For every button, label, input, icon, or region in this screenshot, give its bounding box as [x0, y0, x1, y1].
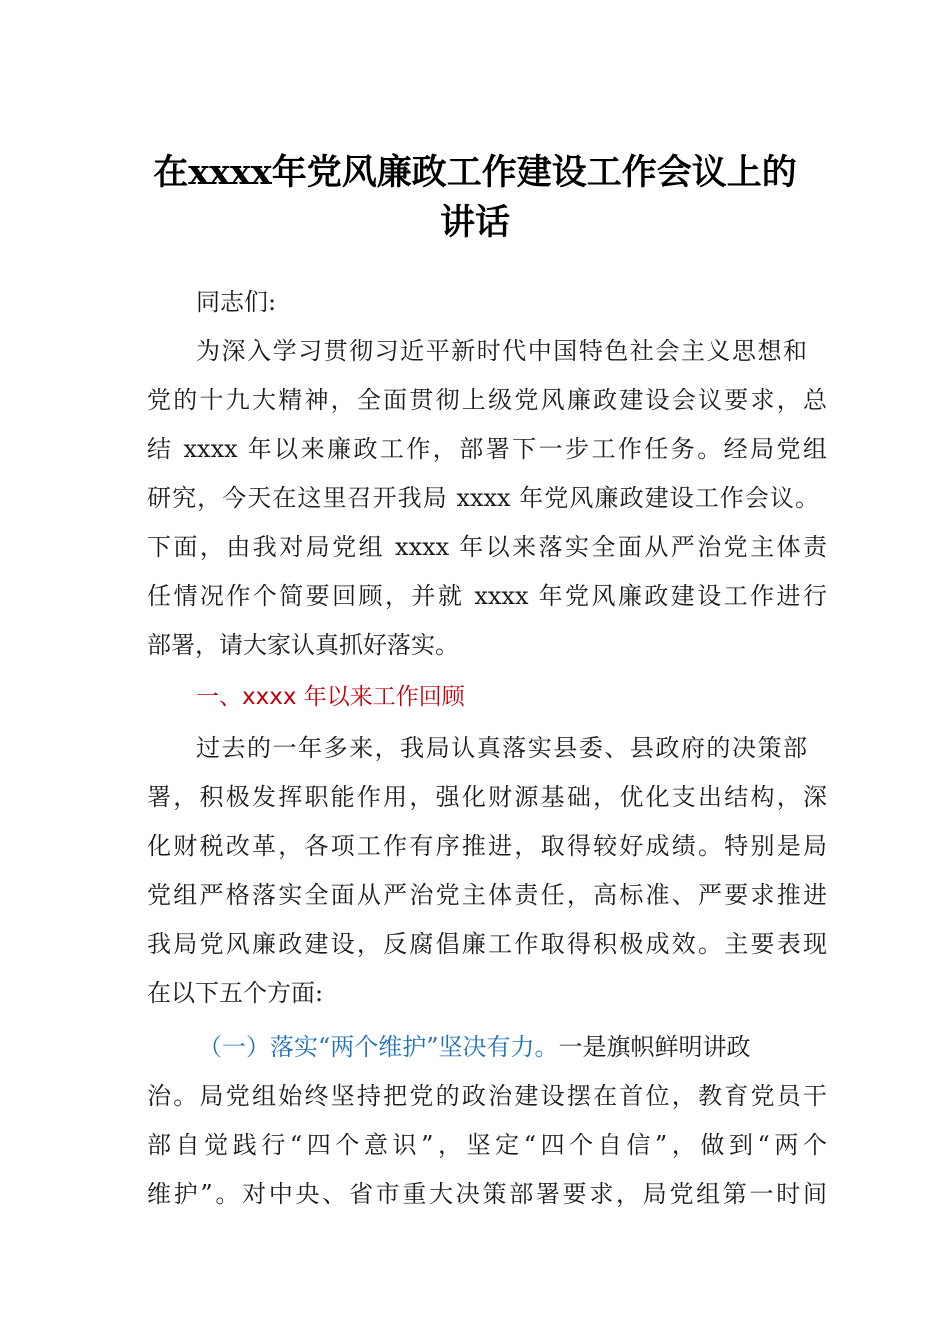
document-title-line-2: 讲话	[439, 202, 510, 243]
salutation: 同志们:	[196, 288, 277, 316]
paragraph-1-line-4: 研究，今天在这里召开我局 xxxx 年党风廉政建设工作会议。	[147, 484, 819, 512]
subsection-1-line	[198, 1029, 808, 1065]
paragraph-1-line-6: 任情况作个简要回顾，并就 xxxx 年党风廉政建设工作进行	[147, 582, 827, 610]
paragraph-2-line-3: 化财税改革，各项工作有序推进，取得较好成绩。特别是局	[147, 832, 827, 860]
paragraph-1-line-3: 结 xxxx 年以来廉政工作，部署下一步工作任务。经局党组	[147, 435, 827, 463]
subsection-1-heading: （一）落实“两个维护”坚决有力。	[198, 1033, 559, 1061]
paragraph-3-line-1: 治。局党组始终坚持把党的政治建设摆在首位，教育党员干	[147, 1082, 827, 1110]
paragraph-2-line-5: 我局党风廉政建设，反腐倡廉工作取得积极成效。主要表现	[147, 930, 827, 958]
paragraph-2-line-6: 在以下五个方面:	[147, 979, 324, 1007]
paragraph-2-line-4: 党组严格落实全面从严治党主体责任，高标准、严要求推进	[147, 881, 827, 909]
paragraph-2-line-1: 过去的一年多来，我局认真落实县委、县政府的决策部	[196, 734, 807, 762]
document-title-line-1: 在xxxx年党风廉政工作建设工作会议上的	[153, 152, 797, 193]
paragraph-1-line-2: 党的十九大精神，全面贯彻上级党风廉政建设会议要求，总	[147, 386, 827, 414]
paragraph-3-line-2: 部自觉践行“四个意识”，坚定“四个自信”，做到“两个	[147, 1131, 827, 1159]
subsection-1-first-text: 一是旗帜鲜明讲政	[558, 1033, 751, 1061]
paragraph-2-line-2: 署，积极发挥职能作用，强化财源基础，优化支出结构，深	[147, 783, 827, 811]
section-1-heading: 一、xxxx 年以来工作回顾	[196, 684, 465, 710]
paragraph-3-line-3: 维护”。对中央、省市重大决策部署要求，局党组第一时间	[147, 1180, 827, 1208]
paragraph-1-line-5: 下面，由我对局党组 xxxx 年以来落实全面从严治党主体责	[147, 533, 827, 561]
paragraph-1-line-7: 部署，请大家认真抓好落实。	[147, 631, 459, 659]
paragraph-1-line-1: 为深入学习贯彻习近平新时代中国特色社会主义思想和	[196, 337, 807, 365]
